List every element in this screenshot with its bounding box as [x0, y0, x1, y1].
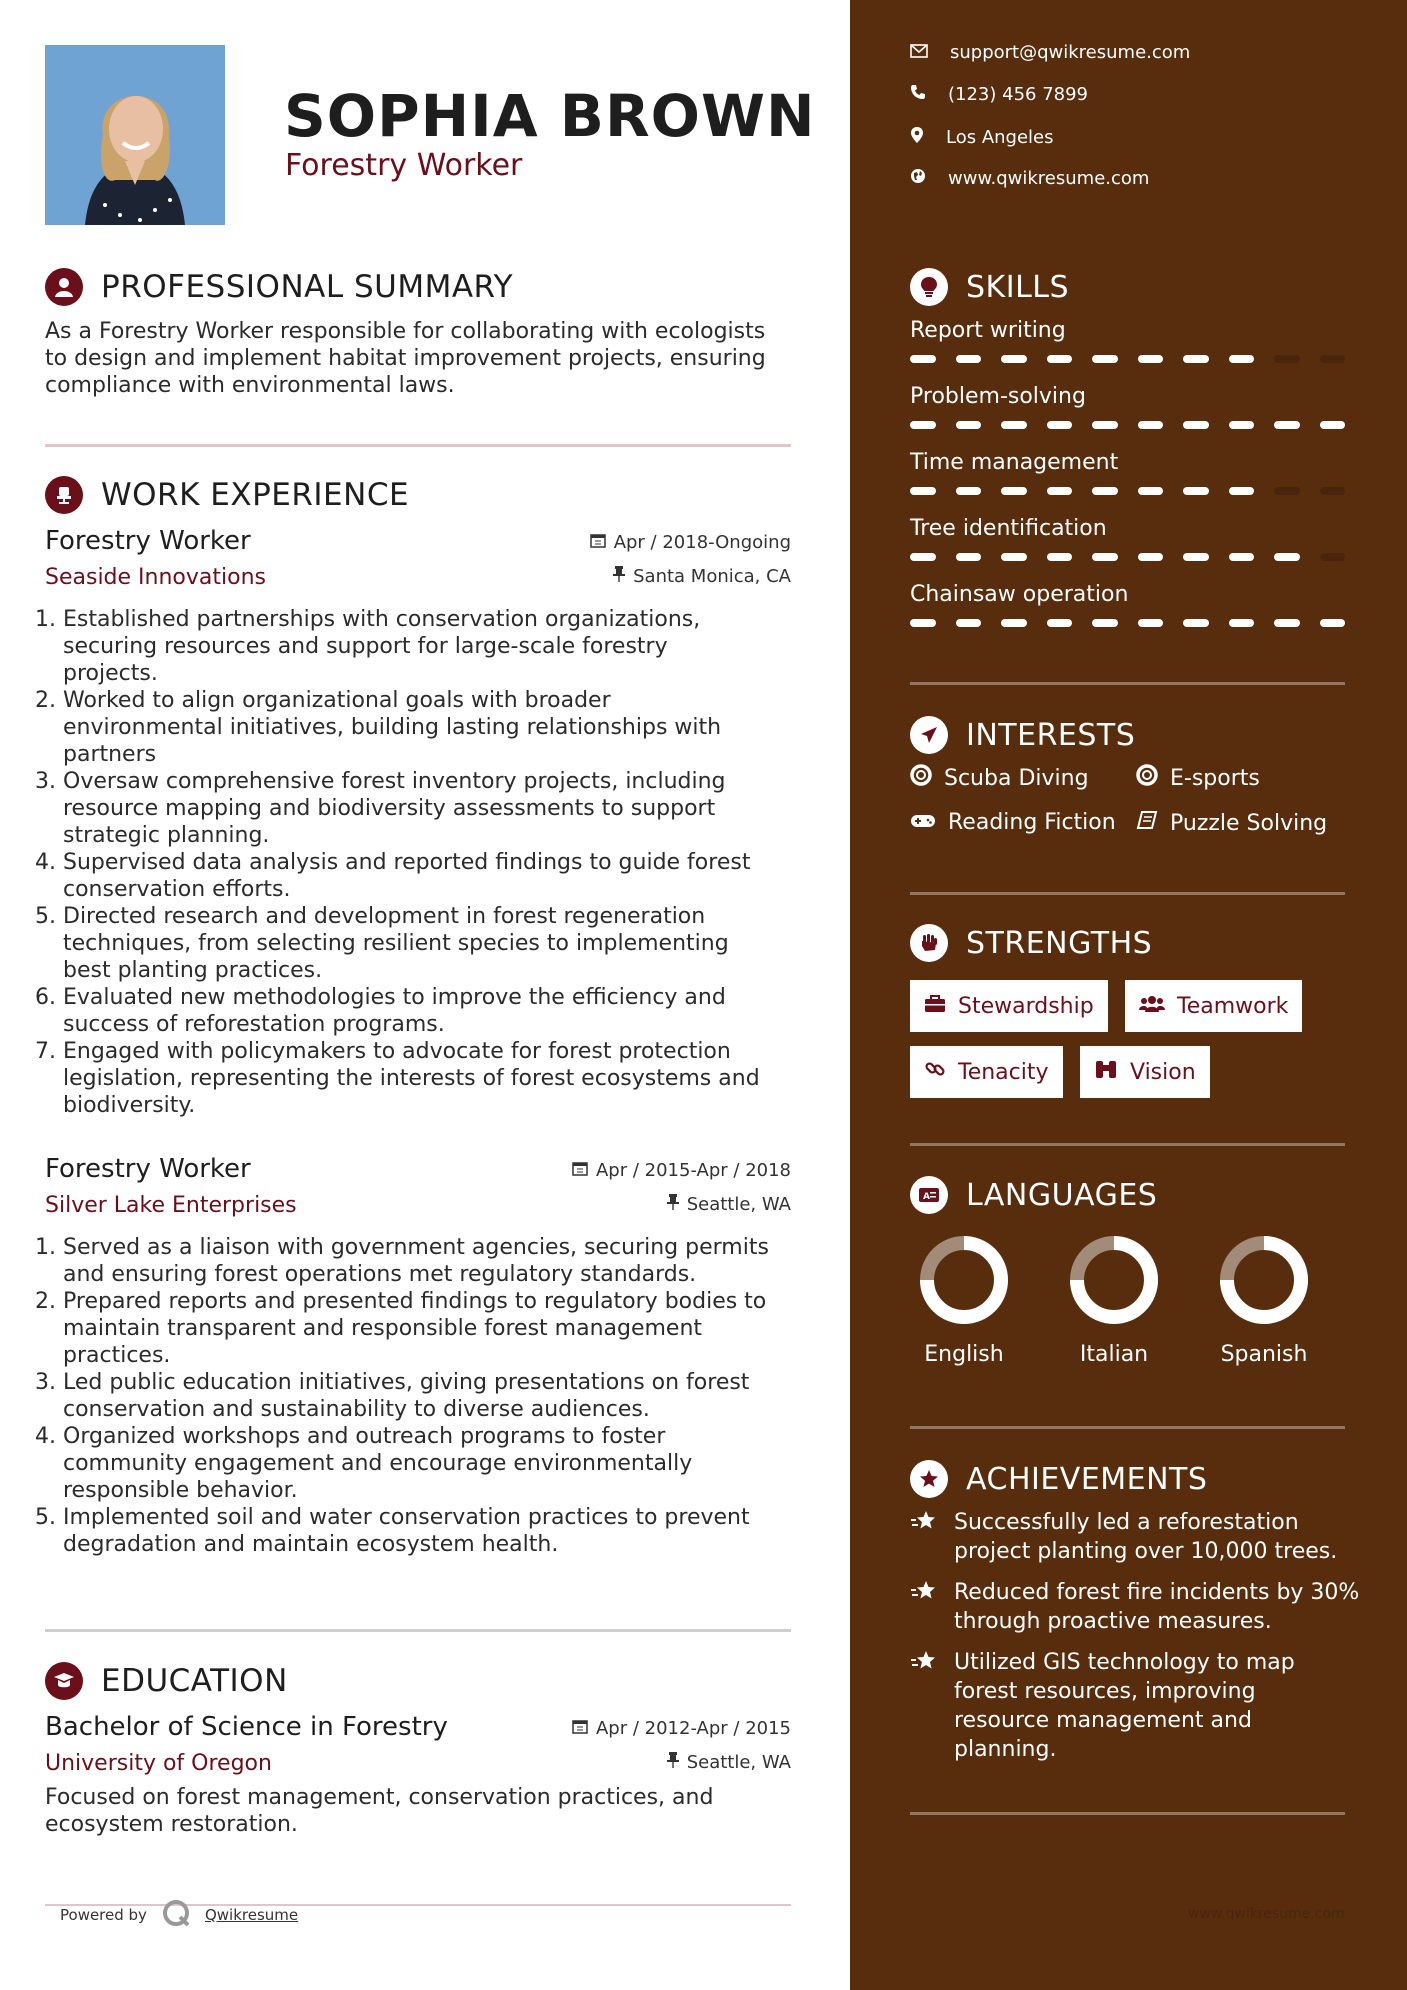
strengths-heading [910, 924, 1152, 962]
experience-heading [45, 476, 409, 514]
skill-bar [910, 421, 1345, 429]
language-ring [1214, 1230, 1314, 1330]
skill-segment [910, 355, 936, 363]
star-burst-icon [910, 1508, 940, 1566]
job-point-line: best planting practices. [63, 958, 323, 983]
interest-item [910, 764, 1089, 792]
skill-segment [1001, 421, 1027, 429]
skill-item [910, 384, 1345, 429]
job-point-line: Led public education initiatives, giving presentations on forest [63, 1370, 750, 1395]
sidebar [850, 0, 1407, 1990]
skill-segment [1229, 355, 1255, 363]
experience-title: WORK EXPERIENCE [101, 477, 410, 513]
job-point-line: biodiversity. [63, 1093, 196, 1118]
skill-segment [1229, 487, 1255, 495]
translate-icon [910, 1176, 948, 1214]
achievement-item [910, 1508, 1360, 1566]
job-point-line: securing resources and support for large-scale forestry [63, 634, 668, 659]
languages-title: LANGUAGES [966, 1177, 1158, 1213]
job-date-text: Apr / 2015-Apr / 2018 [595, 1160, 791, 1181]
education-location [667, 1752, 791, 1773]
summary-text [45, 318, 805, 399]
job-point-line: techniques, from selecting resilient species to implementing [63, 931, 729, 956]
skill-segment [1183, 355, 1209, 363]
education-description [45, 1784, 791, 1838]
language-item [1204, 1230, 1324, 1367]
skill-segment [1320, 553, 1346, 561]
job-point [35, 1504, 791, 1558]
skill-segment [1092, 355, 1118, 363]
point-number: 3. [35, 769, 56, 794]
lifebuoy-icon [1136, 764, 1158, 792]
skill-segment [1001, 619, 1027, 627]
binoculars-icon [1094, 1059, 1118, 1085]
interest-item [910, 810, 1116, 835]
education-date [572, 1718, 791, 1739]
candidate-role: Forestry Worker [285, 148, 523, 183]
book-icon [1136, 810, 1158, 836]
skill-label: Tree identification [910, 516, 1107, 541]
skill-segment [1001, 355, 1027, 363]
pin-icon [667, 1752, 679, 1773]
job-point-line: Supervised data analysis and reported findings to guide forest [63, 850, 751, 875]
contact-location [910, 126, 1054, 149]
skill-segment [1092, 619, 1118, 627]
strengths-title: STRENGTHS [966, 925, 1153, 961]
job-point-line: strategic planning. [63, 823, 270, 848]
achievement-line: through proactive measures. [954, 1609, 1272, 1634]
skill-segment [910, 487, 936, 495]
job-point-line: legislation, representing the interests of forest ecosystems and [63, 1066, 760, 1091]
job-point [35, 1288, 791, 1369]
education-location-text: Seattle, WA [686, 1752, 791, 1773]
skill-segment [1183, 619, 1209, 627]
strength-label: Teamwork [1177, 993, 1289, 1019]
achievement-line: project planting over 10,000 trees. [954, 1539, 1338, 1564]
job-points [35, 1234, 791, 1558]
link-icon [924, 1058, 946, 1086]
skill-item [910, 318, 1345, 363]
skill-item [910, 582, 1345, 627]
map-marker-icon [910, 126, 924, 149]
job-point [35, 1234, 791, 1288]
job-point [35, 687, 791, 768]
skill-item [910, 516, 1345, 561]
job-point-line: resource mapping and biodiversity assessments to support [63, 796, 716, 821]
skill-segment [1138, 619, 1164, 627]
footer [60, 1898, 298, 1932]
job-point-line: Established partnerships with conservation organizations, [63, 607, 701, 632]
job-date-text: Apr / 2018-Ongoing [613, 532, 791, 553]
skill-segment [1320, 355, 1346, 363]
skill-segment [910, 619, 936, 627]
skill-segment [956, 619, 982, 627]
star-icon [910, 1460, 948, 1498]
point-number: 7. [35, 1039, 56, 1064]
job-point [35, 984, 791, 1038]
skill-segment [956, 421, 982, 429]
job-point-line: Evaluated new methodologies to improve the efficiency and [63, 985, 726, 1010]
divider [910, 1426, 1345, 1429]
language-ring [1064, 1230, 1164, 1330]
skill-segment [1320, 619, 1346, 627]
skill-segment [1047, 355, 1073, 363]
languages-heading [910, 1176, 1157, 1214]
language-label: English [924, 1342, 1004, 1367]
skill-segment [1274, 421, 1300, 429]
job-title: Forestry Worker [45, 526, 251, 556]
powered-by-text: Powered by [60, 1906, 147, 1924]
divider [910, 892, 1345, 895]
point-number: 4. [35, 850, 56, 875]
job-date [572, 1160, 791, 1181]
point-number: 2. [35, 688, 56, 713]
job-date [590, 532, 791, 553]
contact-phone[interactable] [910, 84, 1088, 105]
achievements-title: ACHIEVEMENTS [966, 1461, 1208, 1497]
summary-line: As a Forestry Worker responsible for collaborating with ecologists [45, 319, 766, 344]
job-point-line: projects. [63, 661, 158, 686]
skill-segment [1047, 487, 1073, 495]
skill-segment [1092, 553, 1118, 561]
skill-segment [1183, 487, 1209, 495]
achievement-line: planning. [954, 1737, 1057, 1762]
job-point [35, 606, 791, 687]
job-company: Silver Lake Enterprises [45, 1193, 297, 1218]
calendar-icon [572, 1160, 588, 1181]
pin-icon [613, 566, 625, 587]
point-number: 2. [35, 1289, 56, 1314]
education-date-text: Apr / 2012-Apr / 2015 [595, 1718, 791, 1739]
job-title: Forestry Worker [45, 1154, 251, 1184]
skill-label: Chainsaw operation [910, 582, 1129, 607]
user-icon [45, 268, 83, 306]
job-point-line: Directed research and development in forest regeneration [63, 904, 706, 929]
strength-badge [1125, 980, 1302, 1032]
job-point [35, 768, 791, 849]
contact-website-text: www.qwikresume.com [948, 168, 1150, 189]
graduation-icon [45, 1662, 83, 1700]
skill-segment [1229, 553, 1255, 561]
lightbulb-icon [910, 268, 948, 306]
calendar-icon [590, 532, 606, 553]
job-points [35, 606, 791, 1119]
divider [910, 1143, 1345, 1146]
svg-text:A: A [923, 1192, 930, 1202]
interest-item [1136, 810, 1327, 836]
language-label: Spanish [1220, 1342, 1308, 1367]
skill-segment [1229, 619, 1255, 627]
summary-line: to design and implement habitat improvement projects, ensuring [45, 346, 766, 371]
job-point-line: Implemented soil and water conservation practices to prevent [63, 1505, 750, 1530]
school: University of Oregon [45, 1751, 272, 1776]
interest-item [1136, 764, 1260, 792]
job-point-line: community engagement and encourage environmentally [63, 1451, 693, 1476]
interests-title: INTERESTS [966, 717, 1136, 753]
point-number: 6. [35, 985, 56, 1010]
users-icon [1139, 994, 1165, 1019]
divider [45, 1629, 791, 1632]
job-point-line: responsible behavior. [63, 1478, 298, 1503]
strength-badge [910, 1046, 1063, 1098]
job-location [613, 566, 791, 587]
job-point-line: conservation efforts. [63, 877, 291, 902]
skill-item [910, 450, 1345, 495]
skill-segment [1138, 487, 1164, 495]
job-point [35, 1369, 791, 1423]
interest-label: Puzzle Solving [1170, 810, 1328, 836]
job-point-line: Served as a liaison with government agencies, securing permits [63, 1235, 769, 1260]
interest-label: Scuba Diving [944, 765, 1089, 791]
job-entry [35, 1154, 791, 1558]
job-location-text: Santa Monica, CA [633, 566, 791, 587]
skill-segment [1001, 553, 1027, 561]
skill-segment [1229, 421, 1255, 429]
job-point-line: partners [63, 742, 157, 767]
skill-bar [910, 553, 1345, 561]
point-number: 5. [35, 1505, 56, 1530]
skill-segment [1183, 553, 1209, 561]
achievement-line: Reduced forest fire incidents by 30% [954, 1580, 1360, 1605]
qwikresume-logo-icon [161, 1898, 191, 1932]
education-heading [45, 1662, 288, 1700]
contact-email[interactable] [910, 42, 1190, 63]
skill-segment [1092, 421, 1118, 429]
skill-segment [1274, 553, 1300, 561]
strength-badge [1080, 1046, 1210, 1098]
contact-website[interactable] [910, 168, 1149, 189]
job-point-line: practices. [63, 1343, 171, 1368]
briefcase-icon [924, 994, 946, 1019]
job-point-line: environmental initiatives, building lasting relationships with [63, 715, 722, 740]
skill-segment [910, 553, 936, 561]
skill-segment [1274, 487, 1300, 495]
achievement-item [910, 1648, 1360, 1764]
degree: Bachelor of Science in Forestry [45, 1712, 448, 1742]
skill-segment [1047, 619, 1073, 627]
point-number: 3. [35, 1370, 56, 1395]
contact-location-text: Los Angeles [946, 127, 1054, 148]
summary-line: compliance with environmental laws. [45, 373, 455, 398]
job-point-line: degradation and maintain ecosystem health. [63, 1532, 559, 1557]
job-point-line: and ensuring forest operations met regulatory standards. [63, 1262, 697, 1287]
chair-icon [45, 476, 83, 514]
summary-heading [45, 268, 513, 306]
skill-segment [956, 553, 982, 561]
strength-badge [910, 980, 1108, 1032]
lifebuoy-icon [910, 764, 932, 792]
job-point-line: success of reforestation programs. [63, 1012, 445, 1037]
star-burst-icon [910, 1648, 940, 1764]
phone-icon [910, 84, 926, 105]
skill-bar [910, 487, 1345, 495]
education-line: Focused on forest management, conservation practices, and [45, 1785, 714, 1810]
point-number: 1. [35, 607, 56, 632]
achievement-line: forest resources, improving [954, 1679, 1256, 1704]
language-ring [914, 1230, 1014, 1330]
strength-label: Tenacity [958, 1059, 1049, 1085]
footer-site[interactable]: www.qwikresume.com [1188, 1906, 1345, 1922]
job-location [667, 1194, 791, 1215]
strength-label: Vision [1130, 1059, 1196, 1085]
achievements-heading [910, 1460, 1207, 1498]
job-point [35, 1038, 791, 1119]
envelope-icon [910, 42, 928, 63]
globe-icon [910, 168, 926, 189]
interest-label: E-sports [1170, 765, 1260, 791]
interests-heading [910, 716, 1135, 754]
point-number: 4. [35, 1424, 56, 1449]
education-line: ecosystem restoration. [45, 1812, 298, 1837]
job-entry [35, 526, 791, 1119]
skill-segment [1047, 553, 1073, 561]
gamepad-icon [910, 810, 936, 835]
profile-photo [45, 45, 225, 225]
point-number: 1. [35, 1235, 56, 1260]
skill-segment [1092, 487, 1118, 495]
education-entry [45, 1712, 791, 1838]
calendar-icon [572, 1718, 588, 1739]
skill-segment [1183, 421, 1209, 429]
skill-segment [1138, 355, 1164, 363]
divider [910, 1812, 1345, 1815]
skills-heading [910, 268, 1069, 306]
achievement-line: resource management and [954, 1708, 1252, 1733]
language-item [1054, 1230, 1174, 1367]
skill-segment [1320, 487, 1346, 495]
achievement-line: Successfully led a reforestation [954, 1510, 1299, 1535]
skill-bar [910, 355, 1345, 363]
skill-segment [1274, 355, 1300, 363]
job-point-line: Organized workshops and outreach programs to foster [63, 1424, 666, 1449]
job-point [35, 903, 791, 984]
language-item [904, 1230, 1024, 1367]
education-title: EDUCATION [101, 1663, 288, 1699]
pin-icon [667, 1194, 679, 1215]
skill-segment [956, 487, 982, 495]
contact-email-text: support@qwikresume.com [950, 42, 1191, 63]
divider [910, 682, 1345, 685]
job-point-line: conservation and sustainability to diverse audiences. [63, 1397, 650, 1422]
interest-label: Reading Fiction [948, 810, 1116, 835]
contact-phone-text: (123) 456 7899 [948, 84, 1089, 105]
skill-bar [910, 619, 1345, 627]
job-point-line: Prepared reports and presented findings to regulatory bodies to [63, 1289, 767, 1314]
job-company: Seaside Innovations [45, 565, 266, 590]
job-point-line: Engaged with policymakers to advocate for forest protection [63, 1039, 731, 1064]
skill-segment [1320, 421, 1346, 429]
job-point-line: maintain transparent and responsible forest management [63, 1316, 703, 1341]
summary-title: PROFESSIONAL SUMMARY [101, 269, 514, 305]
skill-label: Problem-solving [910, 384, 1086, 409]
job-point [35, 1423, 791, 1504]
job-point [35, 849, 791, 903]
job-point-line: Worked to align organizational goals with broader [63, 688, 611, 713]
skills-title: SKILLS [966, 269, 1070, 305]
skill-segment [910, 421, 936, 429]
divider [45, 444, 791, 447]
candidate-name: SOPHIA BROWN [284, 82, 816, 150]
skill-segment [1047, 421, 1073, 429]
paper-plane-icon [910, 716, 948, 754]
star-burst-icon [910, 1578, 940, 1636]
skill-segment [956, 355, 982, 363]
brand-link[interactable]: Qwikresume [204, 1906, 299, 1924]
point-number: 5. [35, 904, 56, 929]
achievement-item [910, 1578, 1360, 1636]
skill-label: Time management [910, 450, 1119, 475]
skill-label: Report writing [910, 318, 1066, 343]
skill-segment [1274, 619, 1300, 627]
language-label: Italian [1079, 1342, 1149, 1367]
job-point-line: Oversaw comprehensive forest inventory projects, including [63, 769, 726, 794]
job-location-text: Seattle, WA [686, 1194, 791, 1215]
skill-segment [1138, 553, 1164, 561]
skill-segment [1001, 487, 1027, 495]
strength-label: Stewardship [958, 993, 1094, 1019]
fist-icon [910, 924, 948, 962]
skill-segment [1138, 421, 1164, 429]
achievement-line: Utilized GIS technology to map [954, 1650, 1295, 1675]
